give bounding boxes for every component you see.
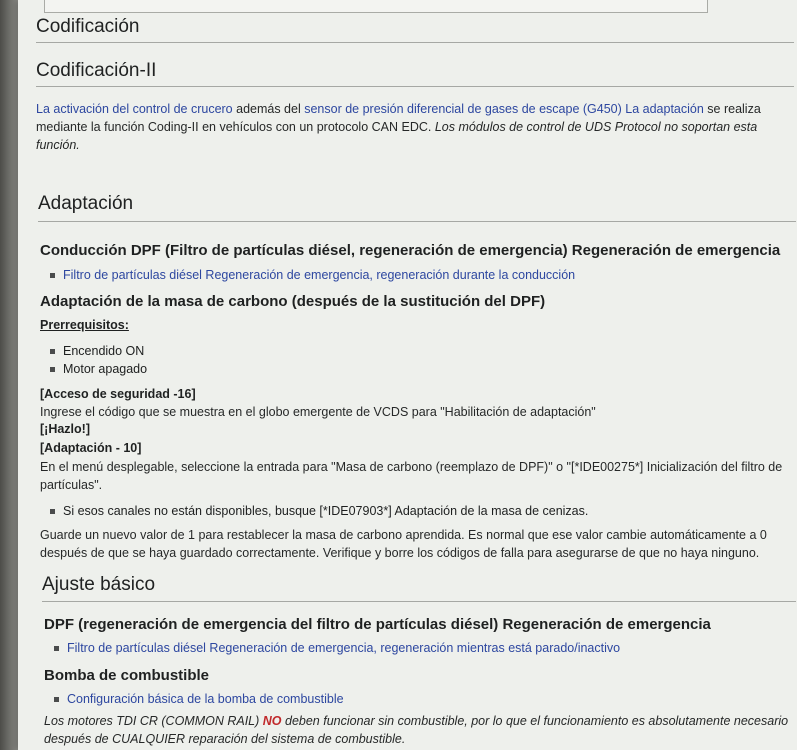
list-item-dpf-link (50, 266, 575, 284)
menu-instructions: En el menú desplegable, seleccione la entrada para "Masa de carbono (reemplazo de DPF)" o "[*IDE00275*] Inicialización del filtro de partículas". (40, 460, 783, 492)
tdi-warning: Los motores TDI CR (COMMON RAIL) NO deben funcionar sin combustible, por lo que el funcionamiento es absolutamente necesario después de CUALQUIER reparación del sistema de combustible. (44, 714, 789, 746)
list-item: Si esos canales no están disponibles, busque [*IDE07903*] Adaptación de la masa de cenizas. (50, 502, 588, 520)
link-cruise-control[interactable]: La activación del control de crucero (36, 102, 233, 116)
heading-codificacion: Codificación (36, 16, 794, 43)
list-item-dpf-link (54, 639, 620, 657)
top-table-edge (44, 0, 708, 13)
heading-adaptacion: Adaptación (38, 193, 796, 222)
heading-codificacion-ii: Codificación-II (36, 60, 794, 87)
list-item: Motor apagado (50, 360, 147, 378)
hazlo-label: [¡Hazlo!] (40, 422, 90, 436)
link-dpf-regeneracion-conduccion[interactable]: Filtro de partículas diésel Regeneración de emergencia, regeneración durante la conducción (63, 268, 576, 282)
document-page (18, 0, 797, 750)
link-dpf-regeneracion-parado[interactable]: Filtro de partículas diésel Regeneración de emergencia, regeneración mientras está parado/inactivo (67, 641, 621, 655)
list-item: Encendido ON (50, 342, 144, 360)
no-warning-text: NO (262, 714, 282, 728)
heading-dpf-regeneracion: DPF (regeneración de emergencia del filtro de partículas diésel) Regeneración de emergencia (44, 616, 711, 633)
adaptacion-10-label: [Adaptación - 10] (40, 441, 142, 455)
heading-bomba-combustible: Bomba de combustible (44, 667, 210, 684)
left-edge (0, 0, 18, 750)
heading-masa-carbono: Adaptación de la masa de carbono (después de la sustitución del DPF) (40, 293, 546, 310)
acceso-seguridad: [Acceso de seguridad -16] (40, 387, 196, 401)
heading-ajuste-basico: Ajuste básico (42, 574, 796, 602)
link-adaptacion[interactable]: La adaptación (625, 102, 704, 116)
guarde-paragraph: Guarde un nuevo valor de 1 para restablecer la masa de carbono aprendida. Es normal que ese valor cambie automáticamente a 0 después de que se haya guardado correctamente. Verifique y borre los códigos de falla para asegurarse de que no haya ninguno. (40, 528, 767, 560)
list-item-bomba-link (54, 690, 344, 708)
link-g450-sensor[interactable]: sensor de presión diferencial de gases de escape (G450) (304, 102, 622, 116)
coding-paragraph: La activación del control de crucero además del sensor de presión diferencial de gases de escape (G450) La adaptación se realiza mediante la función Coding-II en vehículos con un protocolo CAN EDC. Los módulos de control de UDS Protocol no soportan esta función. (36, 102, 761, 152)
ingrese-text: Ingrese el código que se muestra en el globo emergente de VCDS para "Habilitación de adaptación" (40, 405, 596, 419)
heading-conduccion-dpf: Conducción DPF (Filtro de partículas diésel, regeneración de emergencia) Regeneración de emergencia (40, 242, 781, 259)
link-configuracion-bomba[interactable]: Configuración básica de la bomba de combustible (67, 692, 344, 706)
prerequisites-label: Prerrequisitos: (40, 318, 129, 332)
